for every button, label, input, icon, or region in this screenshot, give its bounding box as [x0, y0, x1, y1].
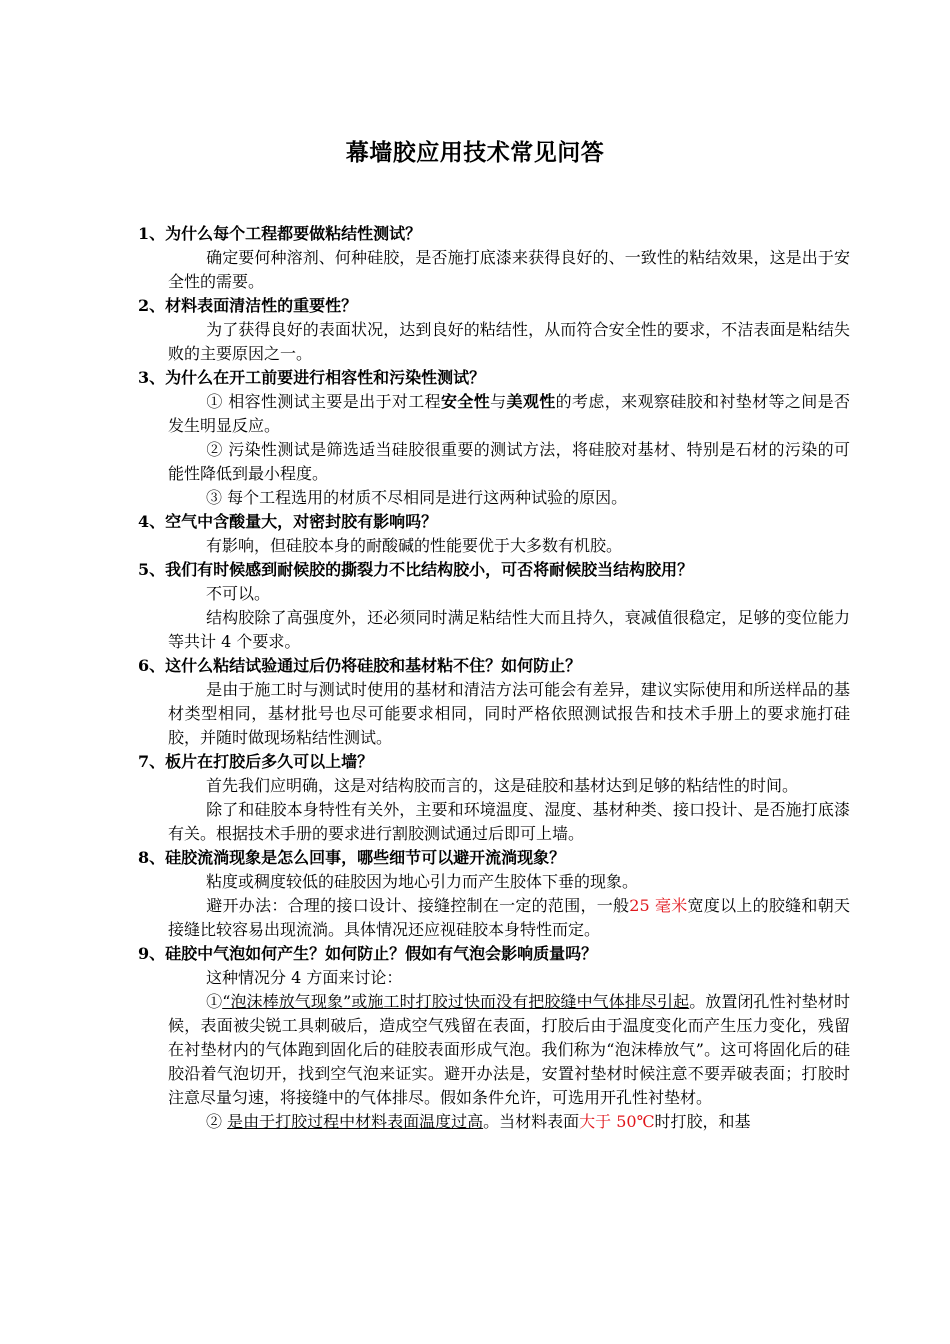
list-marker: ① [206, 992, 223, 1011]
answer-text: 不可以。 [206, 584, 271, 603]
answer-8-1 [138, 870, 850, 894]
page-title: 幕墙胶应用技术常见问答 [345, 139, 605, 166]
bold-term: 安全性 [441, 392, 491, 411]
answer-text: 有影响，但硅胶本身的耐酸碱的性能要优于大多数有机胶。 [206, 536, 623, 555]
answer-text: ③ 每个工程选用的材质不尽相同是进行这两种试验的原因。 [206, 488, 628, 507]
qa-list [138, 222, 850, 1134]
question-4: 4、空气中含酸量大，对密封胶有影响吗？ [138, 512, 438, 531]
answer-9-3 [138, 1110, 850, 1134]
list-marker: ② [206, 1112, 223, 1131]
answer-7-1 [138, 774, 850, 798]
answer-9-2 [138, 990, 850, 1110]
question-2: 2、材料表面清洁性的重要性？ [138, 296, 358, 315]
question-8: 8、硅胶流淌现象是怎么回事，哪些细节可以避开流淌现象？ [138, 848, 566, 867]
question-5: 5、我们有时候感到耐候胶的撕裂力不比结构胶小，可否将耐候胶当结构胶用？ [138, 560, 694, 579]
bold-term: 美观性 [506, 392, 556, 411]
answer-text: 的考虑，来观察硅胶和衬垫材等之间是否发生明显反应。 [168, 392, 850, 435]
answer-2 [138, 318, 850, 366]
question-6: 6、这什么粘结试验通过后仍将硅胶和基材粘不住？如何防止？ [138, 656, 582, 675]
answer-3-2 [138, 438, 850, 486]
answer-text: 确定要何种溶剂、何种硅胶，是否施打底漆来获得良好的、一致性的粘结效果，这是出于安全性的需要。 [168, 248, 850, 291]
question-3: 3、为什么在开工前要进行相容性和污染性测试？ [138, 368, 486, 387]
answer-8-2 [138, 894, 850, 942]
question-1: 1、为什么每个工程都要做粘结性测试？ [138, 224, 422, 243]
answer-text: 粘度或稠度较低的硅胶因为地心引力而产生胶体下垂的现象。 [206, 872, 639, 891]
answer-text: 首先我们应明确，这是对结构胶而言的，这是硅胶和基材达到足够的粘结性的时间。 [206, 776, 799, 795]
answer-text: 宽度以上的胶缝和朝天接缝比较容易出现流淌。具体情况还应视硅胶本身特性而定。 [168, 896, 850, 939]
highlight-value: 25 毫米 [629, 896, 688, 915]
answer-9-1 [138, 966, 850, 990]
answer-text: ① 相容性测试主要是出于对工程 [206, 392, 442, 411]
highlight-value: 大于 50℃ [579, 1112, 655, 1131]
answer-text: 为了获得良好的表面状况，达到良好的粘结性，从而符合安全性的要求，不洁表面是粘结失败的主要原因之一。 [168, 320, 850, 363]
answer-4 [138, 534, 850, 558]
answer-3-3 [138, 486, 850, 510]
answer-text: 。当材料表面 [483, 1112, 580, 1131]
answer-text: 结构胶除了高强度外，还必须同时满足粘结性大而且持久，衰减值很稳定，足够的变位能力等共计 4 个要求。 [168, 608, 850, 651]
answer-text: 这种情况分 4 方面来讨论： [206, 968, 403, 987]
answer-text: 时打胶，和基 [654, 1112, 751, 1131]
question-7: 7、板片在打胶后多久可以上墙？ [138, 752, 374, 771]
answer-text: 与 [490, 392, 507, 411]
answer-text: 除了和硅胶本身特性有关外，主要和环境温度、湿度、基材种类、接口投计、是否施打底漆有关。根据技术手册的要求进行割胶测试通过后即可上墙。 [168, 800, 850, 843]
answer-1 [138, 246, 850, 294]
answer-text: ② 污染性测试是筛选适当硅胶很重要的测试方法，将硅胶对基材、特别是石材的污染的可能性降低到最小程度。 [168, 440, 850, 483]
underlined-text: 是由于打胶过程中材料表面温度过高 [227, 1112, 484, 1131]
answer-7-2 [138, 798, 850, 846]
answer-text: 是由于施工时与测试时使用的基材和清洁方法可能会有差异，建议实际使用和所送样品的基材类型相同，基材批号也尽可能要求相同，同时严格依照测试报告和技术手册上的要求施打硅胶，并随时做现场粘结性测试。 [168, 680, 850, 747]
answer-5-2 [138, 606, 850, 654]
question-9: 9、硅胶中气泡如何产生？如何防止？假如有气泡会影响质量吗？ [138, 944, 598, 963]
underlined-text: “泡沫棒放气现象”或施工时打胶过快而没有把胶缝中气体排尽引起 [222, 992, 690, 1011]
answer-text: 避开办法：合理的接口设计、接缝控制在一定的范围，一般 [206, 896, 630, 915]
answer-6 [138, 678, 850, 750]
answer-5-1 [138, 582, 850, 606]
answer-3-1 [138, 390, 850, 438]
answer-text: 。放置闭孔性衬垫材时候，表面被尖锐工具刺破后，造成空气残留在表面，打胶后由于温度变化而产生压力变化，残留在衬垫材内的气体跑到固化后的硅胶表面形成气泡。我们称为“泡沫棒放气”。这可将固化后的硅胶沿着气泡切开，找到空气泡来证实。避开办法是，安置衬垫材时候注意不要弄破表面；打胶时注意尽量匀速，将接缝中的气体排尽。假如条件允许，可选用开孔性衬垫材。 [168, 992, 850, 1107]
